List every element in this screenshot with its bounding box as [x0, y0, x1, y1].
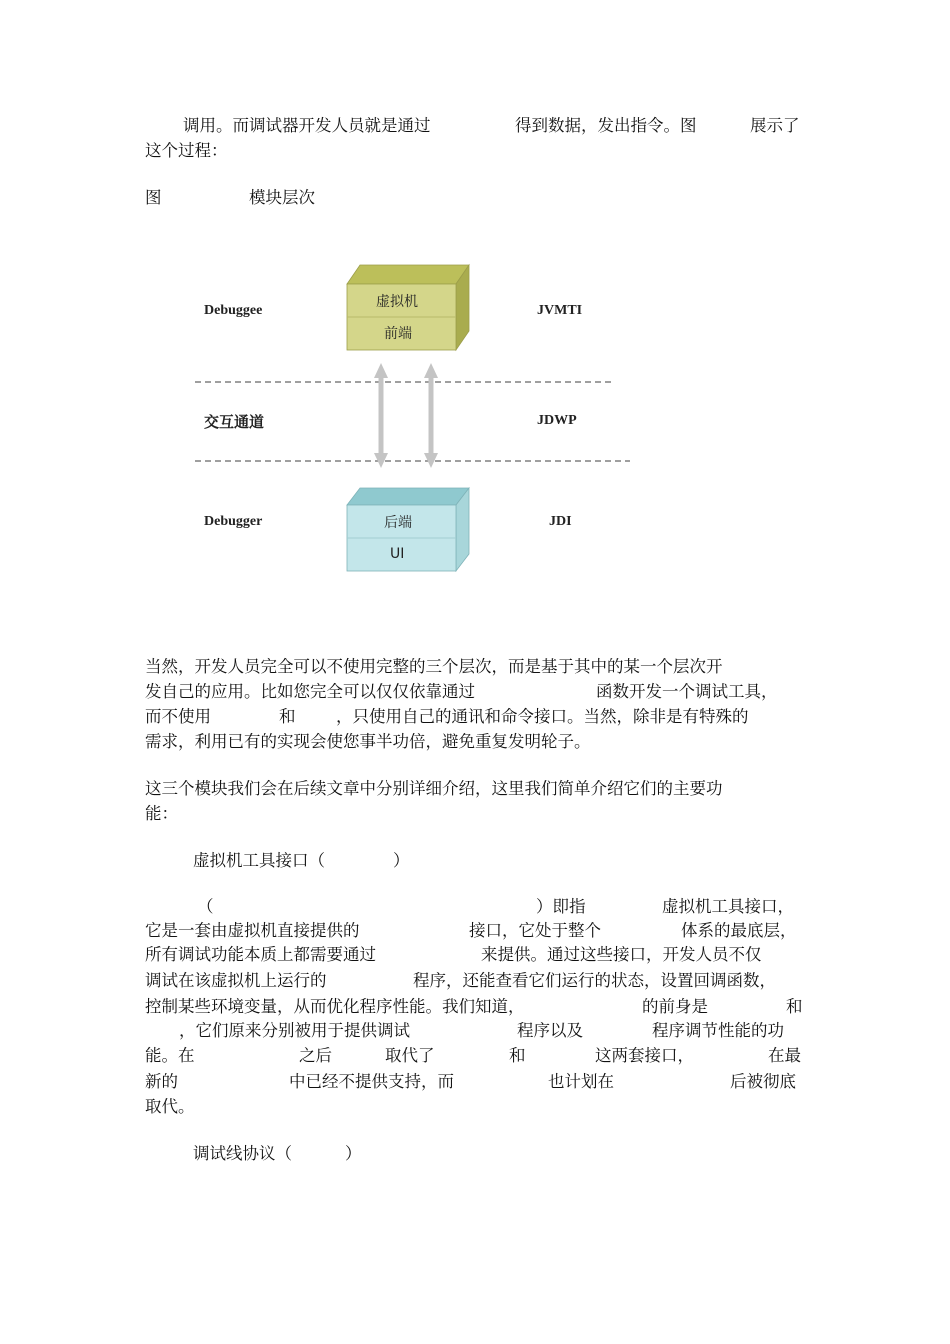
figure-caption-title: 模块层次	[249, 188, 315, 207]
para4-text: 接口，它处于整个	[469, 921, 601, 940]
para4-text: 程序调节性能的功	[652, 1021, 784, 1040]
section-heading-jdwp: ）	[345, 1144, 362, 1163]
para4-text: 控制某些环境变量，从而优化程序性能。我们知道，	[145, 997, 525, 1016]
label-debuggee: Debuggee	[204, 303, 263, 318]
para4-text: 和	[509, 1046, 526, 1065]
para2-text: 发自己的应用。比如您完全可以仅仅依靠通过	[145, 682, 475, 701]
para4-text: 体系的最底层，	[681, 921, 797, 940]
label-debugger: Debugger	[204, 514, 263, 529]
para4-text: 能。在	[145, 1046, 195, 1065]
section-heading-jvmti: 虚拟机工具接口（	[193, 851, 325, 870]
intro-text: 展示了	[750, 116, 800, 135]
para4-text: 程序以及	[517, 1021, 583, 1040]
para4-text: （	[197, 897, 214, 916]
para4-text: ）即指	[536, 897, 586, 916]
backend-box-top	[347, 488, 469, 505]
figure-caption-prefix: 图	[145, 188, 162, 207]
frontend-box-label-frontend: 前端	[384, 326, 412, 342]
para4-text: 取代了	[385, 1046, 435, 1065]
para4-text: 调试在该虚拟机上运行的	[145, 971, 327, 990]
module-hierarchy-diagram	[0, 0, 950, 640]
para4-text: 它是一套由虚拟机直接提供的	[145, 921, 360, 940]
para4-text: 程序，还能查看它们运行的状态，设置回调函数，	[413, 971, 776, 990]
section-heading-jdwp: 调试线协议（	[193, 1144, 292, 1163]
backend-box-label-ui: UI	[390, 546, 405, 562]
para4-text: ，它们原来分别被用于提供调试	[179, 1021, 410, 1040]
para2-text: 而不使用	[145, 707, 211, 726]
diagram-graphics	[0, 0, 950, 640]
para3-text: 能：	[145, 804, 178, 823]
para4-text: 所有调试功能本质上都需要通过	[145, 945, 376, 964]
intro-text: 这个过程：	[145, 141, 228, 160]
para2-text: 和	[279, 707, 296, 726]
backend-box-label-backend: 后端	[384, 515, 412, 531]
para4-text: 来提供。通过这些接口，开发人员不仅	[481, 945, 762, 964]
para2-text: ，只使用自己的通讯和命令接口。当然，除非是有特殊的	[336, 707, 749, 726]
frontend-box-top	[347, 265, 469, 284]
para2-text: 当然，开发人员完全可以不使用完整的三个层次，而是基于其中的某一个层次开	[145, 657, 723, 676]
para4-text: 新的	[145, 1072, 178, 1091]
label-interaction-channel: 交互通道	[204, 413, 265, 431]
frontend-box-label-vm: 虚拟机	[376, 294, 418, 310]
para4-text: 和	[786, 997, 803, 1016]
para4-text: 这两套接口，	[595, 1046, 694, 1065]
para4-text: 虚拟机工具接口，	[662, 897, 794, 916]
label-jdi: JDI	[549, 514, 572, 529]
para2-text: 函数开发一个调试工具，	[596, 682, 778, 701]
label-jdwp: JDWP	[537, 413, 577, 428]
bidirectional-arrow-left	[374, 363, 388, 468]
para4-text: 后被彻底	[730, 1072, 796, 1091]
para4-text: 取代。	[145, 1097, 195, 1116]
para4-text: 之后	[299, 1046, 332, 1065]
para4-text: 也计划在	[548, 1072, 614, 1091]
para4-text: 的前身是	[642, 997, 708, 1016]
para4-text: 中已经不提供支持，而	[289, 1072, 454, 1091]
para4-text: 在最	[768, 1046, 801, 1065]
para3-text: 这三个模块我们会在后续文章中分别详细介绍，这里我们简单介绍它们的主要功	[145, 779, 723, 798]
section-heading-jvmti: ）	[393, 851, 410, 870]
para2-text: 需求，利用已有的实现会使您事半功倍，避免重复发明轮子。	[145, 732, 591, 751]
intro-text: 调用。而调试器开发人员就是通过	[183, 116, 431, 135]
intro-text: 得到数据，发出指令。图	[515, 116, 697, 135]
bidirectional-arrow-right	[424, 363, 438, 468]
label-jvmti: JVMTI	[537, 303, 583, 318]
